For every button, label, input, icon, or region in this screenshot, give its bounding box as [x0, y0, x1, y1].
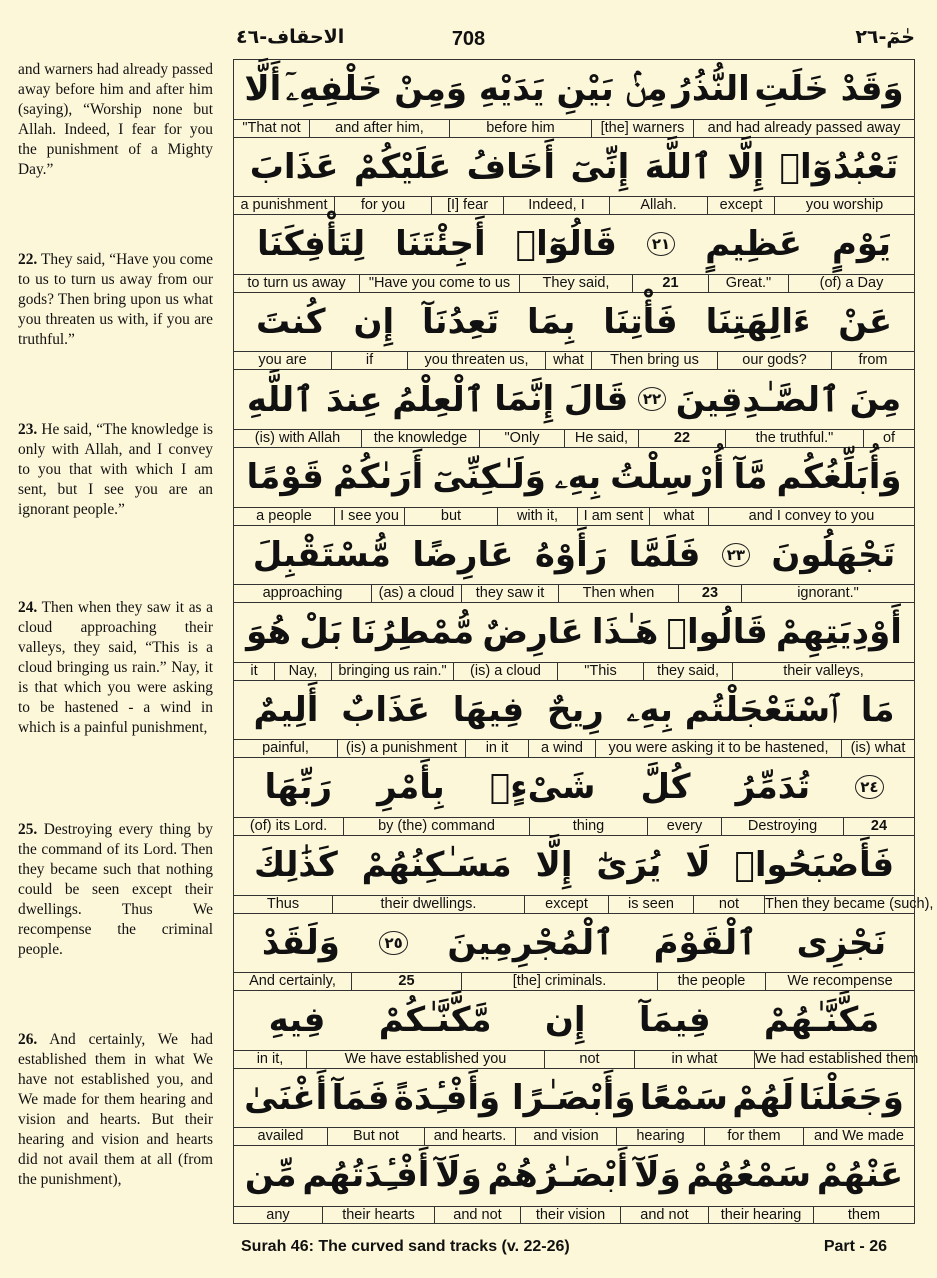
verse-row	[234, 138, 914, 216]
arabic-word: وَجَعَلْنَا	[798, 1077, 904, 1118]
arabic-word: مِّن	[244, 1155, 297, 1196]
gloss-cell: He said,	[564, 430, 638, 447]
arabic-word: هُوَ	[246, 612, 292, 653]
arabic-line	[234, 914, 914, 972]
arabic-line	[234, 215, 914, 273]
arabic-word: أَلِيمٌ	[253, 689, 319, 730]
arabic-word: فَأَصْبَحُوا۟	[734, 845, 895, 885]
gloss-cell: bringing us rain."	[331, 663, 453, 680]
gloss-cell: their dwellings.	[332, 896, 524, 913]
english-gloss-line	[234, 119, 914, 137]
gloss-cell: And certainly,	[249, 973, 336, 990]
surah-footer-title: Surah 46: The curved sand tracks (v. 22-26)	[241, 1238, 570, 1255]
gloss-cell: Destroying	[721, 818, 843, 835]
translation-text: Destroying every thing by the command of its Lord. Then they became such that nothing could be seen except their dwellings. Thus We recompense the criminal people.	[18, 821, 213, 958]
arabic-line	[234, 991, 914, 1049]
gloss-cell: you were asking it to be hastened,	[595, 740, 841, 757]
arabic-word: وَلَـٰكِنِّىٓ	[432, 457, 546, 497]
gloss-cell: their vision	[520, 1207, 620, 1224]
translation-paragraph	[18, 1030, 213, 1190]
arabic-word: إِنِّىٓ	[570, 146, 630, 187]
arabic-word: فِيهَا	[452, 689, 525, 730]
arabic-word: مُّمْطِرُنَا	[350, 612, 475, 653]
gloss-cell: not	[693, 896, 764, 913]
arabic-line	[234, 1146, 914, 1204]
gloss-cell: (is) a punishment	[337, 740, 465, 757]
arabic-word: بِمَا	[527, 301, 576, 342]
translation-text: They said, “Have you come to us to turn us away from our gods? Then bring upon us what you threaten us with, if you are truthful.”	[18, 251, 213, 348]
gloss-cell: a wind	[528, 740, 595, 757]
arabic-word: بِأَمْرِ	[377, 767, 445, 808]
arabic-word: فِيمَآ	[638, 1000, 711, 1041]
verse-row	[234, 370, 914, 448]
gloss-cell: for them	[704, 1128, 803, 1145]
gloss-cell: you threaten us,	[407, 352, 545, 369]
arabic-word: ٱلصَّـٰدِقِينَ	[675, 379, 840, 420]
arabic-word: نَجْزِى	[796, 922, 887, 963]
gloss-cell: a punishment	[240, 197, 328, 214]
verse-row	[234, 603, 914, 681]
english-gloss-line	[234, 1206, 914, 1224]
english-gloss-line	[234, 429, 914, 447]
gloss-cell: every	[647, 818, 721, 835]
gloss-cell: and not	[434, 1207, 520, 1224]
gloss-cell: for you	[334, 197, 431, 214]
gloss-cell: ignorant."	[741, 585, 914, 602]
verse-number: 24.	[18, 599, 38, 616]
arabic-word: أُرْسِلْتُ	[610, 457, 725, 497]
gloss-cell: I am sent	[577, 508, 649, 525]
surah-header-label: الاحقاف-٤٦	[236, 26, 345, 48]
arabic-word: ٢٢	[638, 387, 666, 411]
gloss-cell: painful,	[262, 740, 309, 757]
gloss-cell: "Have you come to us	[359, 275, 519, 292]
arabic-word: أَجِئْتَنَا	[395, 224, 486, 265]
gloss-cell: except	[707, 197, 774, 214]
gloss-cell: approaching	[262, 585, 343, 602]
page-number: 708	[451, 28, 486, 50]
arabic-word: ٢٣	[722, 543, 750, 567]
arabic-line	[234, 293, 914, 351]
english-gloss-line	[234, 196, 914, 214]
gloss-cell: [the] criminals.	[461, 973, 657, 990]
gloss-cell: them	[813, 1207, 914, 1224]
arabic-word: ٱلْعِلْمُ	[392, 379, 485, 420]
gloss-cell: (as) a cloud	[371, 585, 461, 602]
arabic-word: عَلَيْكُمْ	[353, 146, 452, 187]
gloss-cell: But not	[327, 1128, 424, 1145]
arabic-word: مَا	[860, 689, 895, 730]
gloss-cell: We recompense	[765, 973, 914, 990]
english-gloss-line	[234, 1127, 914, 1145]
arabic-word: إِنَّمَا	[494, 379, 555, 420]
gloss-cell: our gods?	[717, 352, 831, 369]
gloss-cell: 25	[351, 973, 461, 990]
arabic-word: إِن	[544, 1000, 586, 1041]
arabic-word: عَنْ	[838, 301, 893, 342]
arabic-word: عَنْهُمْ	[816, 1155, 904, 1196]
gloss-cell: availed	[257, 1128, 304, 1145]
gloss-cell: 24	[843, 818, 914, 835]
verse-number: 25.	[18, 821, 38, 838]
arabic-word: كُلَّ	[640, 767, 691, 808]
gloss-cell: you worship	[774, 197, 914, 214]
arabic-word: عَارِضٌ	[482, 612, 584, 653]
gloss-cell: before him	[449, 120, 591, 137]
gloss-cell: and after him,	[309, 120, 449, 137]
translation-text: Then when they saw it as a cloud approaching their valleys, they said, “This is a cloud bringing us rain.” Nay, it is that which you were asking to be hastened - a wind in which is a painful punishment,	[18, 599, 213, 736]
arabic-word: تُدَمِّرُ	[735, 767, 811, 808]
gloss-cell: They said,	[519, 275, 632, 292]
english-gloss-line	[234, 895, 934, 913]
arabic-word: ٱسْتَعْجَلْتُم بِهِۦ	[626, 689, 838, 730]
verse-row	[234, 758, 914, 836]
arabic-word: أَخَافُ	[466, 146, 556, 187]
gloss-cell: [I] fear	[431, 197, 503, 214]
arabic-word: سَمْعُهُمْ	[686, 1155, 812, 1196]
arabic-word: عَذَابَ	[249, 146, 339, 187]
gloss-cell: it	[250, 662, 258, 679]
translation-paragraph	[18, 250, 213, 350]
arabic-word: أَرَىٰكُمْ	[332, 457, 424, 497]
gloss-cell: "That not	[242, 119, 301, 136]
arabic-word: فَأْتِنَا	[603, 301, 678, 342]
arabic-word: رَبِّهَا	[264, 767, 333, 808]
gloss-cell: 22	[638, 430, 725, 447]
gloss-cell: the people	[657, 973, 765, 990]
gloss-cell: "Only	[479, 430, 564, 447]
arabic-word: لِتَأْفِكَنَا	[257, 224, 366, 265]
gloss-cell: Allah.	[609, 197, 707, 214]
gloss-cell: in what	[634, 1051, 754, 1068]
english-gloss-line	[234, 972, 914, 990]
verse-row	[234, 914, 914, 992]
gloss-cell: a people	[256, 507, 312, 524]
gloss-cell: the truthful."	[725, 430, 863, 447]
gloss-cell: not	[544, 1051, 634, 1068]
gloss-cell: except	[524, 896, 608, 913]
gloss-cell: Nay,	[274, 663, 331, 680]
arabic-word: وَلَآ	[634, 1155, 681, 1196]
gloss-cell: (of) its Lord.	[249, 817, 328, 834]
verse-row	[234, 1069, 914, 1147]
english-gloss-line	[234, 662, 914, 680]
arabic-word: ٢٥	[379, 931, 407, 955]
arabic-word: ءَالِهَتِنَا	[705, 301, 811, 342]
part-footer-label: Part - 26	[823, 1238, 887, 1255]
arabic-word: فَمَآ	[331, 1077, 390, 1118]
gloss-cell: thing	[529, 818, 647, 835]
gloss-cell: hearing	[616, 1128, 704, 1145]
arabic-word: مَّآ	[733, 457, 768, 497]
arabic-word: بَلْ	[299, 612, 343, 653]
gloss-cell: their hearts	[322, 1207, 434, 1224]
gloss-cell: Then when	[558, 585, 678, 602]
english-gloss-line	[234, 817, 914, 835]
arabic-word: وَقَدْ خَلَتِ	[754, 69, 904, 109]
verse-row	[234, 1146, 914, 1224]
gloss-cell: (is) a cloud	[453, 663, 557, 680]
arabic-word: قَالَ	[563, 379, 629, 420]
verse-number: 22.	[18, 251, 38, 268]
arabic-line	[234, 60, 914, 118]
arabic-line	[234, 138, 914, 196]
gloss-cell: I see you	[334, 508, 404, 525]
gloss-cell: and not	[620, 1207, 708, 1224]
gloss-cell: and We made	[803, 1128, 914, 1145]
arabic-word: عَذَابٌ	[341, 689, 430, 730]
gloss-cell: they saw it	[461, 585, 558, 602]
gloss-cell: but	[404, 508, 497, 525]
gloss-cell: what	[545, 352, 591, 369]
gloss-cell: you are	[258, 352, 307, 369]
arabic-word: عِندَ ٱللَّهِ	[246, 379, 383, 420]
arabic-word: كَذَٰلِكَ	[253, 845, 338, 885]
verse-row	[234, 681, 914, 759]
arabic-word: عَظِيمٍ	[705, 224, 803, 265]
gloss-cell: in it,	[256, 1050, 284, 1067]
gloss-cell: [the] warners	[591, 120, 693, 137]
gloss-cell: 23	[678, 585, 741, 602]
arabic-word: لَا	[685, 845, 711, 885]
gloss-cell: and vision	[515, 1128, 616, 1145]
verse-row	[234, 526, 914, 604]
arabic-word: قَوْمًا	[246, 457, 324, 497]
gloss-cell: the knowledge	[361, 430, 479, 447]
english-gloss-line	[234, 274, 914, 292]
arabic-word: ٱلْقَوْمَ	[653, 923, 758, 964]
english-gloss-line	[234, 1050, 919, 1068]
arabic-word: وَأَبْصَـٰرًا وَأَفْـِٔدَةً	[393, 1077, 636, 1118]
english-gloss-line	[234, 351, 914, 369]
gloss-cell: by (the) command	[343, 818, 529, 835]
gloss-cell: We have established you	[306, 1051, 544, 1068]
arabic-word: لَهُمْ	[732, 1077, 795, 1118]
gloss-cell: (is) what	[841, 740, 914, 757]
arabic-word: فِيهِ	[268, 1000, 326, 1041]
arabic-word: كُنتَ	[255, 301, 326, 342]
arabic-word: شَىْءٍۭ	[489, 767, 596, 808]
arabic-word: رِيحٌ	[546, 689, 604, 730]
arabic-word: أَلَّا	[244, 69, 282, 109]
arabic-line	[234, 836, 914, 894]
arabic-line	[234, 370, 914, 428]
verse-row	[234, 836, 934, 914]
arabic-word: مَكَّنَّـٰهُمْ	[763, 1000, 880, 1041]
gloss-cell: any	[266, 1206, 290, 1223]
verse-number: 26.	[18, 1031, 38, 1048]
arabic-line	[234, 603, 914, 661]
gloss-cell: "This	[557, 663, 643, 680]
gloss-cell: from	[831, 352, 914, 369]
gloss-cell: 21	[632, 275, 708, 292]
arabic-word: أَفْـِٔدَتُهُم	[302, 1155, 430, 1196]
translation-paragraph	[18, 60, 213, 180]
arabic-word: وَلَآ	[435, 1155, 482, 1196]
translation-text: He said, “The knowledge is only with Allah, and I convey to you that with which I am sent, but I see you are an ignorant people.”	[18, 421, 213, 518]
gloss-cell: to turn us away	[247, 274, 346, 291]
verse-row	[234, 293, 914, 371]
verse-row	[234, 60, 914, 138]
gloss-cell: Thus	[266, 895, 300, 912]
arabic-word: ٢٤	[855, 775, 883, 799]
arabic-word: مُّسْتَقْبِلَ	[252, 534, 391, 575]
arabic-word: مَّكَّنَّـٰكُمْ	[378, 1000, 492, 1041]
arabic-line	[234, 1069, 914, 1127]
arabic-word: مِنۢ بَيْنِ يَدَيْهِ وَمِنْ خَلْفِهِۦٓ	[286, 69, 668, 109]
gloss-cell: they said,	[643, 663, 732, 680]
gloss-cell: with it,	[497, 508, 577, 525]
translation-paragraph	[18, 420, 213, 520]
arabic-word: النُّذُرُ	[672, 69, 750, 109]
gloss-cell: (is) with Allah	[254, 429, 341, 446]
arabic-word: رَأَوْهُ	[534, 534, 608, 575]
gloss-cell: Then bring us	[591, 352, 717, 369]
arabic-line	[234, 526, 914, 584]
gloss-cell: their valleys,	[732, 663, 914, 680]
arabic-word: ٢١	[647, 232, 675, 256]
gloss-cell: and I convey to you	[708, 508, 914, 525]
arabic-word: فَلَمَّا	[628, 534, 701, 575]
arabic-word: سَمْعًا	[639, 1077, 728, 1118]
arabic-word: وَأُبَلِّغُكُم	[776, 457, 902, 497]
translation-text: and warners had already passed away before him and after him (saying), “Worship none but Allah. Indeed, I fear for you the punishment of a Mighty Day.”	[18, 61, 213, 178]
gloss-cell: We had established them	[755, 1050, 919, 1067]
arabic-word: تَعْبُدُوٓا۟	[779, 146, 899, 187]
arabic-word: مِنَ	[849, 379, 902, 420]
arabic-word: أَوْدِيَتِهِمْ	[775, 612, 902, 653]
english-gloss-line	[234, 739, 914, 757]
verse-row	[234, 215, 914, 293]
arabic-word: أَبْصَـٰرُهُمْ	[487, 1155, 629, 1196]
gloss-cell: is seen	[608, 896, 693, 913]
arabic-word: ٱللَّهَ	[644, 147, 712, 188]
arabic-word: إِن	[353, 301, 395, 342]
gloss-cell: Then they became (such),	[765, 895, 934, 912]
gloss-cell: Indeed, I	[503, 197, 609, 214]
arabic-word: تَجْهَلُونَ	[771, 534, 896, 575]
arabic-word: يُرَىٰٓ	[596, 845, 662, 885]
gloss-cell: (of) a Day	[788, 275, 914, 292]
arabic-line	[234, 758, 914, 816]
gloss-cell: and hearts.	[424, 1128, 515, 1145]
gloss-cell: of	[863, 430, 914, 447]
arabic-word: هَـٰذَا	[591, 612, 659, 653]
english-gloss-line	[234, 584, 914, 602]
verse-row	[234, 991, 919, 1069]
arabic-word: وَلَقَدْ	[261, 922, 340, 963]
gloss-cell: and had already passed away	[693, 120, 914, 137]
arabic-word: قَالُوٓا۟	[515, 224, 617, 265]
translation-text: And certainly, We had established them in what We have not established you, and We made for them hearing and vision and hearts. But their hearing and vision and hearts did not avail them at all (from the punishment),	[18, 1031, 213, 1188]
arabic-word: إِلَّا	[535, 845, 573, 885]
part-header-label: حٰمٓ-٢٦	[855, 26, 915, 48]
verse-row	[234, 448, 914, 526]
gloss-cell: Great."	[708, 275, 788, 292]
verse-number: 23.	[18, 421, 38, 438]
gloss-cell: if	[331, 352, 407, 369]
arabic-word: عَارِضًا	[412, 534, 514, 575]
arabic-line	[234, 448, 914, 506]
translation-paragraph	[18, 598, 213, 738]
arabic-word: مَسَـٰكِنُهُمْ	[361, 845, 512, 885]
arabic-line	[234, 681, 914, 739]
gloss-cell: in it	[465, 740, 528, 757]
arabic-word: تَعِدُنَآ	[422, 301, 500, 342]
arabic-word: إِلَّا	[727, 146, 765, 187]
english-gloss-line	[234, 507, 914, 525]
gloss-cell: their hearing	[708, 1207, 813, 1224]
arabic-word: بِهِۦ	[554, 457, 602, 497]
arabic-word: يَوْمٍ	[832, 224, 892, 265]
gloss-cell: what	[649, 508, 708, 525]
translation-paragraph	[18, 820, 213, 960]
word-by-word-panel	[233, 59, 934, 1224]
arabic-word: ٱلْمُجْرِمِينَ	[447, 923, 615, 964]
arabic-word: قَالُوا۟	[666, 612, 768, 653]
arabic-word: أَغْنَىٰ	[244, 1077, 328, 1118]
